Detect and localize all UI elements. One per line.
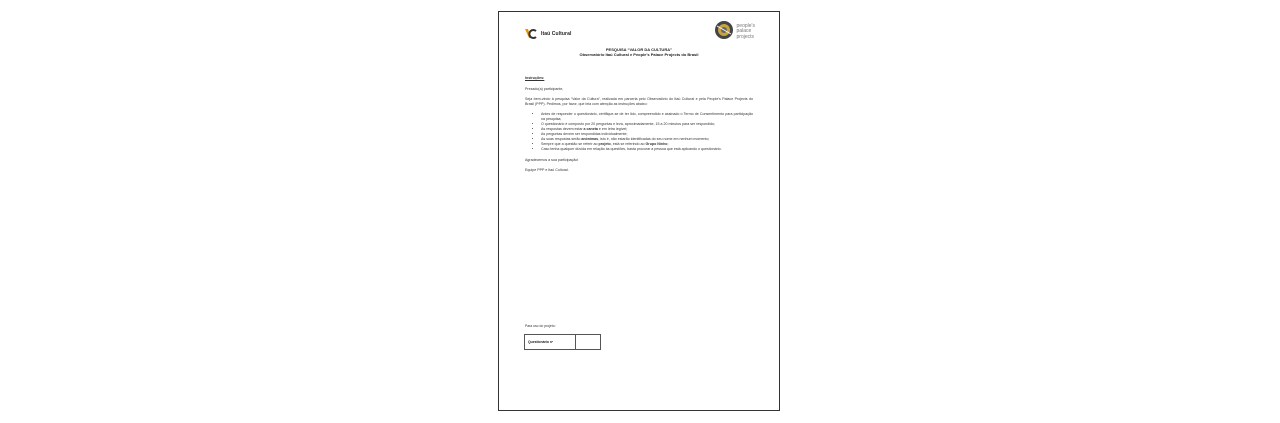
document-title xyxy=(499,47,779,57)
itau-cultural-mark-icon xyxy=(525,28,537,40)
list-item: • As respostas devem estar a caneta e em letra legível; xyxy=(541,127,753,132)
title-line-2: Observatório Itaú Cultural e People’s Palace Projects do Brasil xyxy=(579,52,699,57)
list-item: • Sempre que a questão se referir ao projeto, está se referindo ao Grupo Ninho; xyxy=(541,142,753,147)
signature-text: Equipe PPP e Itaú Cultural. xyxy=(525,168,569,172)
instructions-list xyxy=(525,112,753,152)
list-item: • O questionário é composto por 20 perguntas e leva, aproximadamente, 15 a 20 minutos para ser respondido; xyxy=(541,122,753,127)
itau-cultural-logo xyxy=(525,28,595,40)
intro-paragraph: Seja bem-vindo à pesquisa “Valor da Cultura”, realizada em parceria pelo Observatório do Itaú Cultural e pela People’s Palace Projects do Brasil (PPP). Pedimos, por favor, que leia com atenção as instruções abaixo: xyxy=(525,97,753,106)
document-page xyxy=(498,11,780,411)
instructions-heading: Instruções: xyxy=(525,76,545,80)
ppp-wordmark: people's palace projects xyxy=(736,23,755,40)
project-use-label: Para uso do projeto: xyxy=(525,324,556,328)
greeting: Prezado(a) participante, xyxy=(525,87,564,91)
title-line-1: PESQUISA “VALOR DA CULTURA” xyxy=(605,47,673,52)
list-item: • Antes de responder o questionário, certifique-se de ter lido, compreendido e assinado o Termo de Consentimento para participação na pesquisa; xyxy=(541,112,753,122)
questionnaire-number-table xyxy=(524,334,601,350)
list-item: • As perguntas devem ser respondidas individualmente; xyxy=(541,132,753,137)
thanks-text: Agradecemos a sua participação! xyxy=(525,158,579,162)
list-item: • Caso tenha qualquer dúvida em relação às questões, basta procurar a pessoa que está aplicando o questionário. xyxy=(541,147,753,152)
itau-cultural-wordmark: Itaú Cultural xyxy=(541,31,572,37)
ppp-circle-icon xyxy=(714,20,734,45)
questionnaire-number-field xyxy=(576,335,601,350)
peoples-palace-projects-logo xyxy=(714,21,755,43)
list-item: • As suas respostas serão anônimas, isto é, não estarão identificadas do seu nome em nenhum momento; xyxy=(541,137,753,142)
questionnaire-label: Questionário nº xyxy=(525,335,576,350)
instructions-section xyxy=(525,76,753,178)
